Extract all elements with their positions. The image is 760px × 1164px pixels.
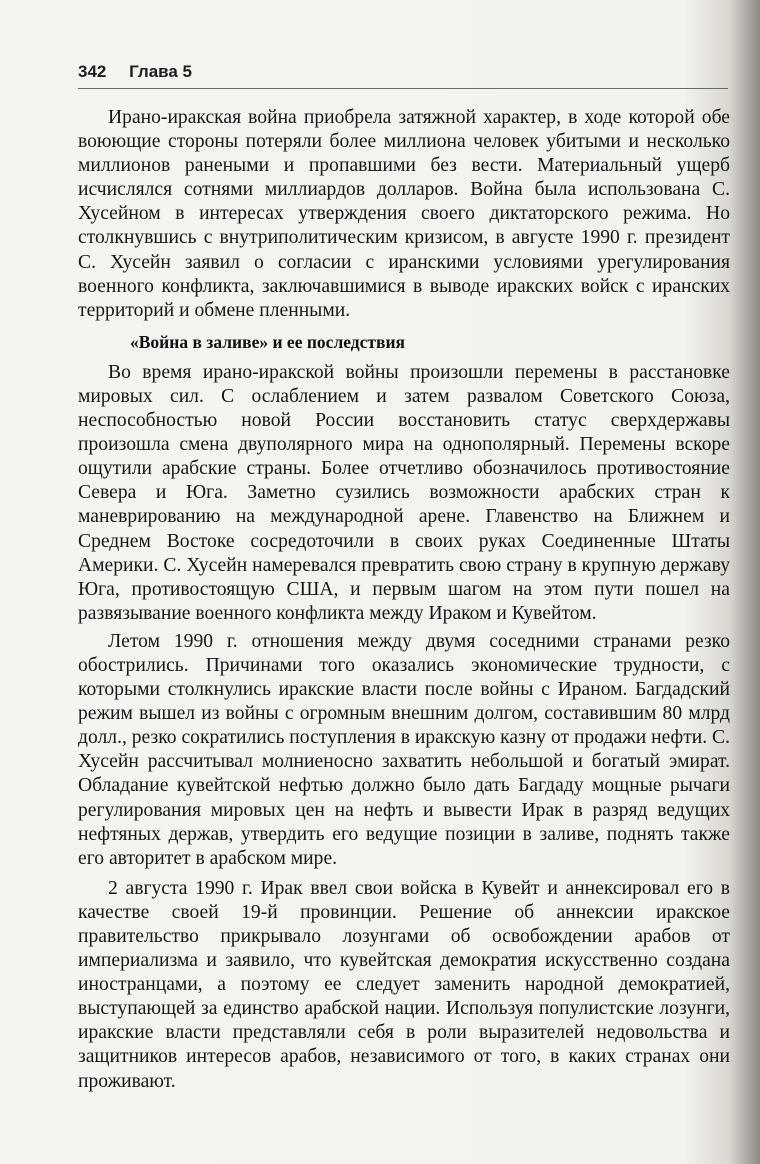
main-text	[78, 106, 730, 1094]
chapter-label: Глава 5	[129, 62, 193, 81]
paragraph-world-changes: Во время ирано-иракской войны произошли перемены в расстановке мировых сил. С ослаблением и затем развалом Советского Союза, неспособностью новой России восстановить статус сверхдержавы произошла смена двуполярного мира на однополярный. Перемены вскоре ощутили арабские страны. Более отчетливо обозначилось противостояние Севера и Юга. Заметно сузились возможности арабских стран к маневрированию на международной арене. Главенство на Ближнем и Среднем Востоке сосредоточили в своих руках Соединенные Штаты Америки. С. Хусейн намеревался превратить свою страну в крупную державу Юга, противостоящую США, и первым шагом на этом пути пошел на развязывание военного конфликта между Ираком и Кувейтом.	[78, 361, 730, 624]
paragraph-summer-1990: Летом 1990 г. отношения между двумя соседними странами резко обострились. Причинами того оказались экономические трудности, с которыми столкнулись иракские власти после войны с Ираном. Багдадский режим вышел из войны с огромным внешним долгом, составившим 80 млрд долл., резко сократились поступления в иракскую казну от продажи нефти. С. Хусейн рассчитывал молниеносно захватить небольшой и богатый эмират. Обладание кувейтской нефтью должно было дать Багдаду мощные рычаги регулирования мировых цен на нефть и вывести Ирак в разряд ведущих нефтяных держав, утвердить его ведущие позиции в заливе, поднять также его авторитет в арабском мире.	[78, 630, 731, 869]
paragraph-war-summary: Ирано-иракская война приобрела затяжной характер, в ходе которой обе воюющие стороны потеряли более миллиона человек убитыми и несколько миллионов ранеными и пропавшими без вести. Материальный ущерб исчислялся сотнями миллиардов долларов. Война была использована С. Хусейном в интересах утверждения своего диктаторского режима. Но столкнувшись с внутриполитическим кризисом, в августе 1990 г. президент С. Хусейн заявил о согласии с иранскими условиями урегулирования военного конфликта, заключавшимися в выводе иракских войск с иранских территорий и обмене пленными.	[78, 107, 730, 321]
running-header	[78, 62, 728, 89]
page-number: 342	[78, 62, 107, 81]
paragraph-august-invasion: 2 августа 1990 г. Ирак ввел свои войска в Кувейт и аннексировал его в качестве своей 19-й провинции. Решение об аннексии иракское правительство прикрывало лозунгами об освобождении арабов от империализма и заявило, что кувейтская демократия искусственно создана иностранцами, а поэтому ее следует заменить народной демократией, выступающей за единство арабской нации. Используя популистские лозунги, иракские власти представляли себя в роли выразителей недовольства и защитников интересов арабов, независимого от того, в каких странах они проживают.	[78, 877, 730, 1092]
section-heading: «Война в заливе» и ее последствия	[130, 331, 406, 352]
